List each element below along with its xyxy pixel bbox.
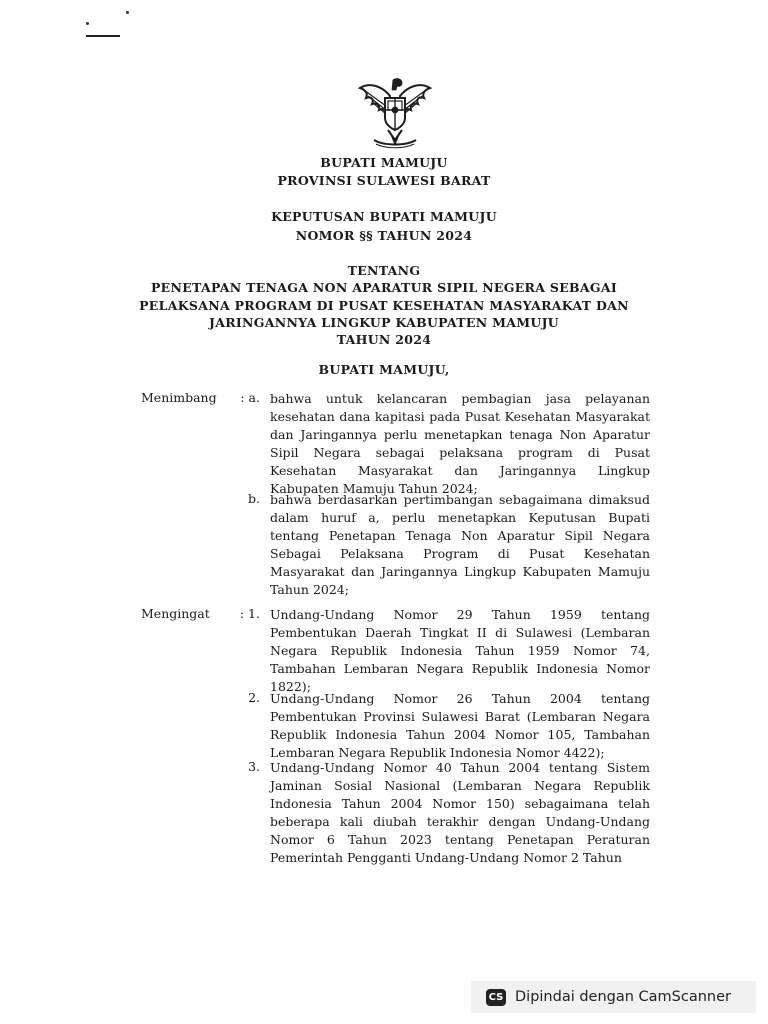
about-heading: TENTANG xyxy=(347,263,421,278)
menimbang-marker-a: : a. xyxy=(240,390,260,405)
issuer-heading: BUPATI MAMUJU, xyxy=(318,362,450,377)
menimbang-item-b: bahwa berdasarkan pertimbangan sebagaimana dimaksud dalam huruf a, perlu menetapkan Keputusan Bupati tentang Penetapan Tenaga Non Aparatur Sipil Negara Sebagai Pelaksana Program di Pusat Kesehatan Masyarakat dan Jaringannya Lingkup Kabupaten Mamuju Tahun 2024; xyxy=(270,492,650,597)
mengingat-item-1: Undang-Undang Nomor 29 Tahun 1959 tentang Pembentukan Daerah Tingkat II di Sulawesi (Lembaran Negara Republik Indonesia Tahun 1959 Nomor 74, Tambahan Lembaran Negara Republik Indonesia Nomor 1822); xyxy=(270,607,650,694)
mengingat-item-2: Undang-Undang Nomor 26 Tahun 2004 tentang Pembentukan Provinsi Sulawesi Barat (Lembaran Negara Republik Indonesia Tahun 2004 Nomor 105, Tambahan Lembaran Negara Republik Indonesia Nomor 4422); xyxy=(270,691,650,760)
authority-title: BUPATI MAMUJU xyxy=(320,155,448,170)
menimbang-item-a: bahwa untuk kelancaran pembagian jasa pelayanan kesehatan dana kapitasi pada Pusat Kesehatan Masyarakat dan Jaringannya perlu menetapkan tenaga Non Aparatur Sipil Negara sebagai pelaksana program di Pusat Kesehatan Masyarakat dan Jaringannya Lingkup Kabupaten Mamuju Tahun 2024; xyxy=(270,391,650,496)
menimbang-label: Menimbang xyxy=(141,390,217,405)
decree-title: KEPUTUSAN BUPATI MAMUJU xyxy=(271,209,497,224)
mengingat-item-3: Undang-Undang Nomor 40 Tahun 2004 tentang Sistem Jaminan Sosial Nasional (Lembaran Negara Republik Indonesia Tahun 2004 Nomor 150) sebagaimana telah beberapa kali diubah terakhir dengan Undang-Undang Nomor 6 Tahun 2023 tentang Penetapan Peraturan Pemerintah Pengganti Undang-Undang Nomor 2 Tahun xyxy=(270,760,650,865)
scan-artifact-line xyxy=(86,35,120,37)
mengingat-label: Mengingat xyxy=(141,606,210,621)
subject-line: TAHUN 2024 xyxy=(336,332,432,347)
menimbang-marker-b: b. xyxy=(248,491,260,506)
mengingat-marker-2: 2. xyxy=(248,690,260,705)
camscanner-text: Dipindai dengan CamScanner xyxy=(515,989,732,1005)
decree-number: NOMOR §§ TAHUN 2024 xyxy=(295,228,473,243)
province-title: PROVINSI SULAWESI BARAT xyxy=(277,173,491,188)
camscanner-badge xyxy=(471,981,756,1013)
subject-line: JARINGANNYA LINGKUP KABUPATEN MAMUJU xyxy=(208,315,559,330)
scan-artifact-dot xyxy=(126,11,129,14)
scan-artifact-dot xyxy=(86,22,89,25)
mengingat-marker-1: : 1. xyxy=(239,606,260,621)
camscanner-logo-icon: CS xyxy=(486,989,506,1006)
garuda-emblem-icon xyxy=(352,74,438,152)
subject-line: PENETAPAN TENAGA NON APARATUR SIPIL NEGERA SEBAGAI xyxy=(150,280,618,295)
subject-line: PELAKSANA PROGRAM DI PUSAT KESEHATAN MASYARAKAT DAN xyxy=(139,298,629,313)
mengingat-marker-3: 3. xyxy=(248,759,260,774)
